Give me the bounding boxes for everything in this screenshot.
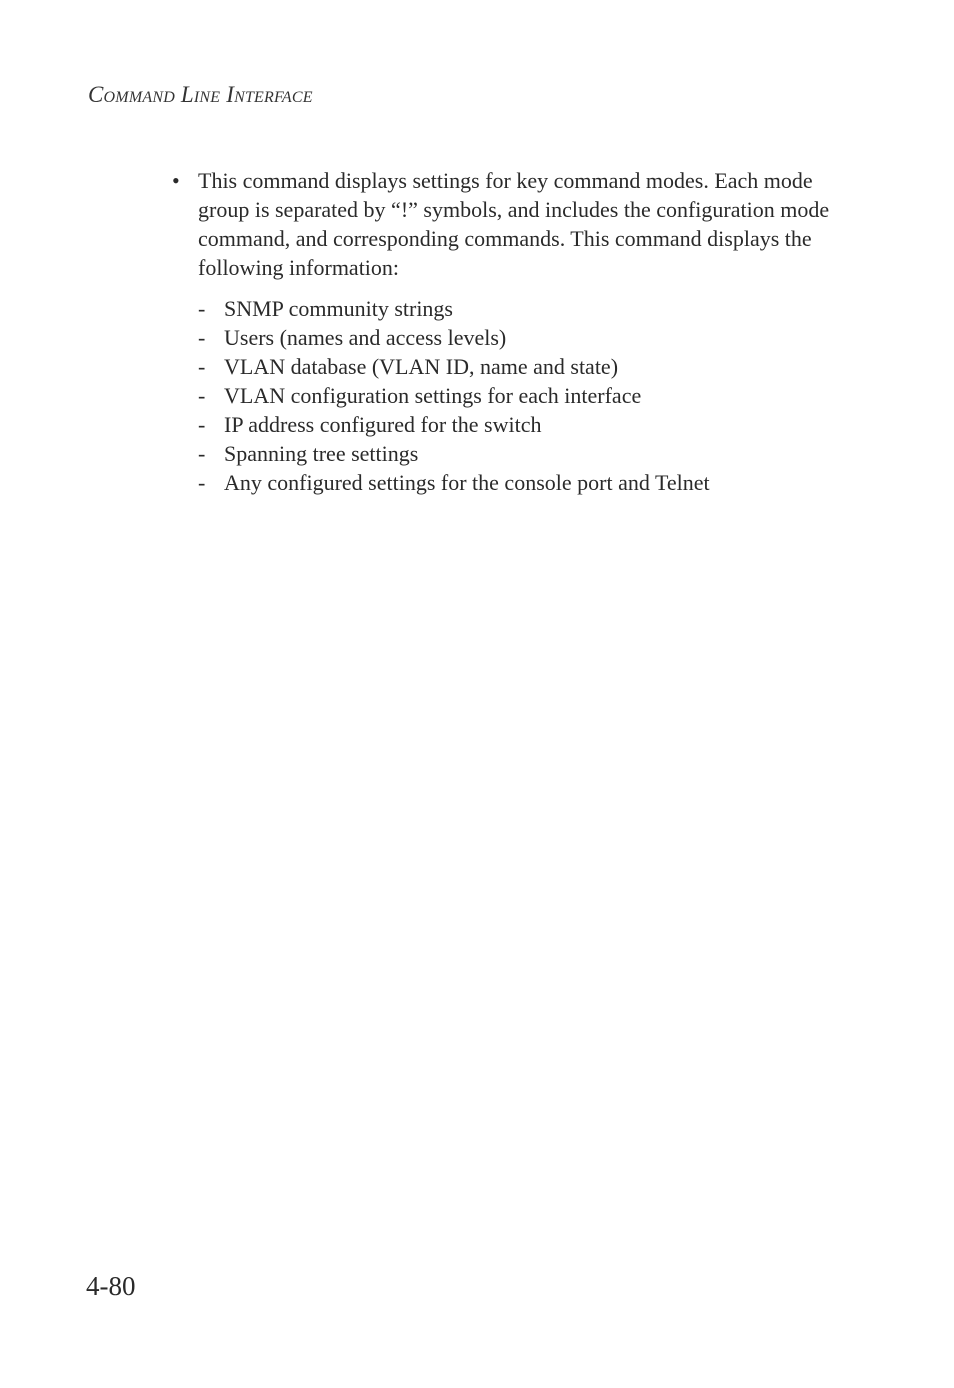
list-item-text: SNMP community strings	[224, 296, 453, 321]
list-item-text: IP address configured for the switch	[224, 412, 542, 437]
page-body	[170, 166, 860, 497]
bullet-paragraph	[170, 166, 860, 282]
dash-icon: -	[198, 441, 206, 466]
info-list	[170, 294, 860, 497]
list-item-text: Spanning tree settings	[224, 441, 419, 466]
list-item-text: Any configured settings for the console port and Telnet	[224, 470, 710, 495]
running-header: Command Line Interface	[88, 82, 313, 107]
dash-icon: -	[198, 412, 206, 437]
page-number: 4-80	[86, 1271, 136, 1301]
list-item	[198, 294, 860, 323]
list-item	[198, 352, 860, 381]
list-item-text: Users (names and access levels)	[224, 325, 507, 350]
list-item	[198, 410, 860, 439]
list-item	[198, 439, 860, 468]
dash-icon: -	[198, 383, 206, 408]
list-item	[198, 381, 860, 410]
list-item	[198, 323, 860, 352]
list-item-text: VLAN database (VLAN ID, name and state)	[224, 354, 619, 379]
dash-icon: -	[198, 470, 206, 495]
dash-icon: -	[198, 325, 206, 350]
bullet-icon: •	[172, 168, 180, 193]
paragraph-text: This command displays settings for key command modes. Each mode group is separated by “!” symbols, and includes the configuration mode command, and corresponding commands. This command displays the following information:	[198, 168, 830, 280]
list-item	[198, 468, 860, 497]
dash-icon: -	[198, 354, 206, 379]
dash-icon: -	[198, 296, 206, 321]
list-item-text: VLAN configuration settings for each interface	[224, 383, 642, 408]
